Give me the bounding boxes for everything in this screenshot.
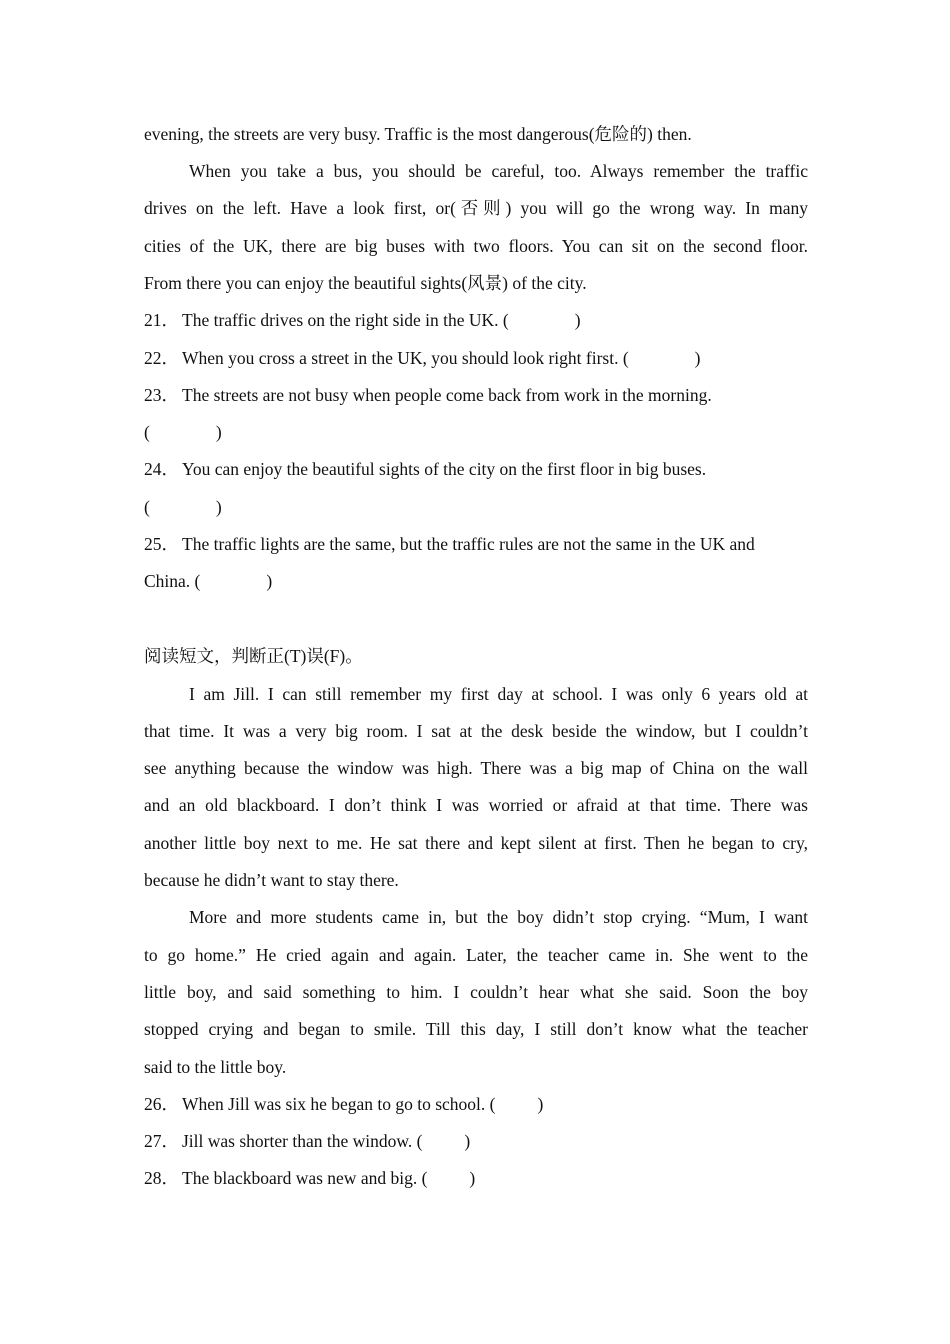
passage2-line-7: More and more students came in, but the boy didn’t stop crying. “Mum, I want — [189, 907, 808, 927]
paren-close: ) — [694, 348, 701, 368]
passage1-line-1: evening, the streets are very busy. Traffic is the most dangerous(危险的) then. — [144, 124, 692, 144]
question-27 — [144, 1123, 808, 1160]
passage2-line-2: that time. It was a very big room. I sat at the desk beside the window, but I couldn’t — [144, 721, 808, 741]
passage1-line-3: drives on the left. Have a look first, or(否则) you will go the wrong way. In many — [144, 198, 808, 218]
passage1-line-2: When you take a bus, you should be careful, too. Always remember the traffic — [189, 161, 808, 181]
passage1-line-4: cities of the UK, there are big buses with two floors. You can sit on the second floor. — [144, 236, 808, 256]
question-24 — [144, 451, 808, 488]
question-number: 26． — [144, 1094, 179, 1114]
question-text: When you cross a street in the UK, you should look right first. ( — [182, 348, 629, 368]
passage2-line-9: little boy, and said something to him. I couldn’t hear what she said. Soon the boy — [144, 982, 808, 1002]
question-22 — [144, 340, 808, 377]
paren-close: ) — [537, 1094, 544, 1114]
passage2-line-8: to go home.” He cried again and again. Later, the teacher came in. She went to the — [144, 945, 808, 965]
question-25 — [144, 526, 808, 563]
question-text: The blackboard was new and big. ( — [182, 1168, 428, 1188]
paren-open: ( — [144, 497, 150, 517]
paren-close: ) — [215, 497, 222, 517]
question-21 — [144, 302, 808, 339]
passage2-line-4: and an old blackboard. I don’t think I was worried or afraid at that time. There was — [144, 795, 808, 815]
question-text: When Jill was six he began to go to school. ( — [182, 1094, 496, 1114]
question-text: You can enjoy the beautiful sights of the city on the first floor in big buses. — [182, 459, 707, 479]
question-28 — [144, 1160, 808, 1197]
question-24-answer — [144, 489, 808, 526]
paren-close: ) — [266, 571, 273, 591]
paren-close: ) — [469, 1168, 476, 1188]
passage2-line-3: see anything because the window was high. There was a big map of China on the wall — [144, 758, 808, 778]
question-text: The traffic drives on the right side in the UK. ( — [182, 310, 509, 330]
paren-close: ) — [464, 1131, 471, 1151]
question-text: The streets are not busy when people come back from work in the morning. — [182, 385, 712, 405]
question-23-answer — [144, 414, 808, 451]
question-23 — [144, 377, 808, 414]
question-text: Jill was shorter than the window. ( — [182, 1131, 423, 1151]
paren-open: China. ( — [144, 571, 201, 591]
question-26 — [144, 1086, 808, 1123]
question-number: 24． — [144, 459, 179, 479]
paren-close: ) — [574, 310, 581, 330]
passage2-line-10: stopped crying and began to smile. Till this day, I still don’t know what the teacher — [144, 1019, 808, 1039]
passage1-line-5: From there you can enjoy the beautiful sights(风景) of the city. — [144, 273, 587, 293]
section2-instruction: 阅读短文，判断正(T)误(F)。 — [144, 646, 363, 666]
question-number: 22． — [144, 348, 179, 368]
passage2-line-11: said to the little boy. — [144, 1057, 287, 1077]
passage2-line-6: because he didn’t want to stay there. — [144, 870, 399, 890]
question-25-answer — [144, 563, 808, 600]
question-number: 21． — [144, 310, 179, 330]
question-number: 23． — [144, 385, 179, 405]
paren-open: ( — [144, 422, 150, 442]
question-number: 28． — [144, 1168, 179, 1188]
question-text: The traffic lights are the same, but the traffic rules are not the same in the UK and — [182, 534, 755, 554]
passage2-line-1: I am Jill. I can still remember my first day at school. I was only 6 years old at — [189, 684, 808, 704]
question-number: 27． — [144, 1131, 179, 1151]
paren-close: ) — [215, 422, 222, 442]
passage2-line-5: another little boy next to me. He sat there and kept silent at first. Then he began to cry, — [144, 833, 808, 853]
question-number: 25． — [144, 534, 179, 554]
